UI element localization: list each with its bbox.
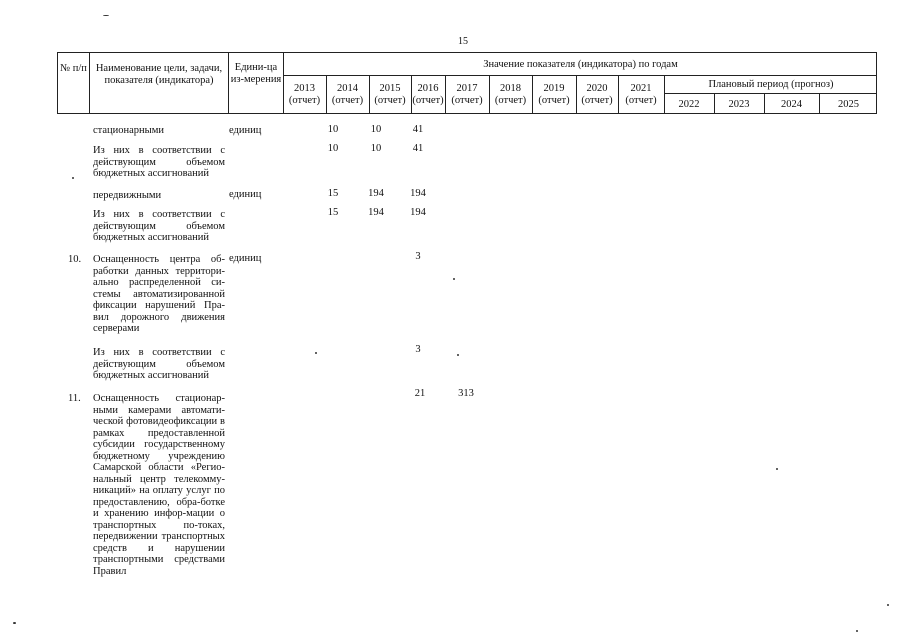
table-header [57,52,877,114]
plan-year-label: 2024 [781,99,802,110]
value-2016: 3 [415,251,421,262]
scan-speck [72,177,74,179]
name-column-header: Наименование цели, задачи, показателя (индикатора) [95,63,223,86]
plan-year-label: 2023 [728,99,750,110]
year-note: (отчет) [451,95,483,106]
indicator-name: Из них в соответствии с действующим объемом бюджетных ассигнований [93,347,225,381]
value-2016: 21 [414,388,426,399]
value-2015: 194 [368,207,384,218]
scan-speck [315,352,317,354]
year-label: 2013 [294,83,315,94]
value-2014: 10 [327,124,339,135]
divider [89,53,90,113]
indicator-name: Из них в соответствии с действующим объемом бюджетных ассигнований [93,145,225,179]
year-note: (отчет) [331,95,364,106]
divider [283,75,876,76]
num-column-header: № п/п [60,63,87,74]
indicator-name: передвижными [93,190,162,201]
year-label: 2021 [630,83,652,94]
value-2016: 41 [412,124,424,135]
indicator-name: Из них в соответствии с действующим объемом бюджетных ассигнований [93,209,225,243]
year-note: (отчет) [374,95,406,106]
unit-value: единиц [229,253,262,264]
row-number: 10. [68,254,82,265]
year-label: 2014 [337,83,358,94]
year-label: 2020 [586,83,608,94]
scan-speck [856,630,858,632]
indicator-name: Оснащенность стационар-ными камерами автомати-ческой фотовидеофиксации в рамках предоставленной субсидии государственному бюджетному учреждению Самарской области «Регио-нальный центр телекомму-никаций» на оплату услуг по предоставлению, обра-ботке и хранению инфор-мации о транспортных по-токах, передвижении транспортных средств и нарушении транспортными средствами Правил [93,393,225,577]
scan-speck [887,604,889,606]
value-2014: 15 [327,188,339,199]
value-2016: 41 [412,143,424,154]
scan-speck [776,468,778,470]
unit-column-header: Едини-ца из-мерения [230,62,282,85]
values-title: Значение показателя (индикатора) по годам [483,59,678,70]
divider [664,93,876,94]
row-number: 11. [68,393,81,404]
unit-value: единиц [229,189,262,200]
year-label: 2015 [379,83,401,94]
value-2015: 10 [370,143,382,154]
unit-value: единиц [229,125,262,136]
year-label: 2019 [543,83,565,94]
year-label: 2016 [417,83,439,94]
scan-speck [103,15,109,16]
year-note: (отчет) [412,95,444,106]
year-label: 2017 [456,83,478,94]
scan-speck [457,354,459,356]
indicator-name: стационарными [93,125,164,136]
value-2014: 10 [327,143,339,154]
year-note: (отчет) [581,95,613,106]
plan-year-label: 2022 [678,99,700,110]
page-number: 15 [458,36,468,47]
value-2016: 194 [410,188,426,199]
year-label: 2018 [500,83,521,94]
scan-speck [13,622,16,624]
year-note: (отчет) [538,95,570,106]
scan-speck [453,278,455,280]
value-2015: 194 [368,188,384,199]
value-2016: 3 [415,344,421,355]
value-2015: 10 [370,124,382,135]
plan-year-label: 2025 [838,99,859,110]
plan-period-title: Плановый период (прогноз) [708,79,834,90]
value-2017: 313 [458,388,474,399]
indicator-name: Оснащенность центра об-работки данных территори-ально распределенной си-стемы автоматизированной фиксации нарушений Пра-вил дорожного движения серверами [93,254,225,334]
year-note: (отчет) [494,95,527,106]
value-2014: 15 [327,207,339,218]
year-note: (отчет) [625,95,657,106]
year-note: (отчет) [288,95,321,106]
value-2016: 194 [410,207,426,218]
